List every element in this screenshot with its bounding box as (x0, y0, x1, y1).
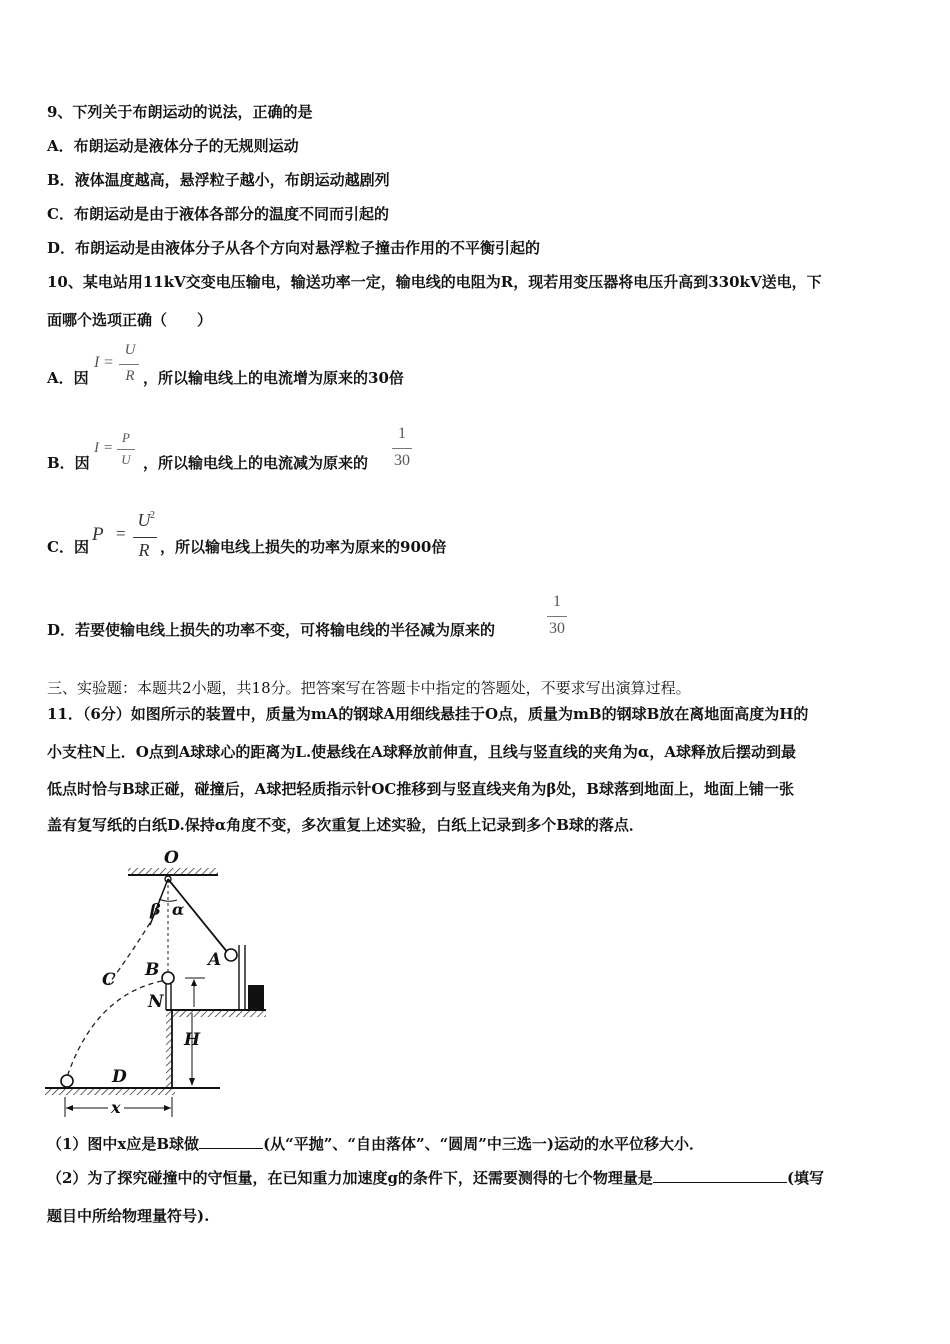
formula-den: R (125, 368, 135, 384)
label-c: C (102, 970, 116, 990)
formula-num: U (124, 342, 136, 358)
x-arrowhead-left (66, 1105, 73, 1111)
h-arrowhead-down (189, 1078, 195, 1086)
formula-lhs: I (94, 354, 100, 371)
formula-sup: 2 (150, 510, 155, 521)
stopper-block (248, 985, 264, 1009)
q10-option-c-prefix: C．因 (47, 538, 89, 556)
q11-sub1-text-a: （1）图中x应是B球做 (47, 1135, 200, 1153)
label-d: D (112, 1067, 127, 1087)
q11-sub2-cont: 题目中所给物理量符号). (47, 1207, 210, 1225)
answer-blank-2[interactable] (653, 1168, 787, 1183)
fraction-den: 30 (549, 620, 565, 637)
fraction-bar (547, 616, 567, 617)
q10-b-formula (92, 430, 142, 478)
label-x: x (111, 1098, 121, 1117)
formula-lhs: P (92, 524, 104, 545)
label-a: A (208, 950, 222, 970)
q9-option-d: D．布朗运动是由液体分子从各个方向对悬浮粒子撞击作用的不平衡引起的 (47, 239, 541, 257)
ball-b (162, 972, 174, 984)
q11-sub2-text-a: （2）为了探究碰撞中的守恒量，在已知重力加速度g的条件下，还需要测得的七个物理量是 (47, 1169, 653, 1187)
label-h: H (184, 1030, 201, 1050)
ball-a (225, 949, 237, 961)
q9-stem: 9、下列关于布朗运动的说法，正确的是 (47, 103, 313, 121)
formula-num: P (122, 430, 130, 445)
ground-hatch (45, 1088, 175, 1095)
q10-stem-line1: 10、某电站用11kV交变电压输电，输送功率一定，输电线的电阻为R，现若用变压器将电压升高到330kV送电，下 (47, 273, 822, 291)
q9-option-b: B．液体温度越高，悬浮粒子越小，布朗运动越剧列 (47, 171, 390, 189)
q10-stem-line2: 面哪个选项正确（ ） (47, 311, 213, 329)
q11-line2: 小支柱N上．O点到A球球心的距离为L.使悬线在A球释放前伸直，且线与竖直线的夹角为α，A球释放后摆动到最 (47, 743, 797, 761)
label-alpha: α (172, 900, 185, 919)
label-n: N (148, 992, 164, 1012)
formula-eq: = (104, 354, 114, 371)
fraction-num: 1 (553, 593, 561, 610)
x-arrowhead-right (164, 1105, 171, 1111)
ceiling-hatch (128, 868, 218, 875)
q10-option-b-prefix: B．因 (47, 454, 90, 472)
q10-d-fraction (545, 593, 573, 641)
formula-num: U (137, 510, 151, 530)
q9-option-c: C．布朗运动是由于液体各部分的温度不同而引起的 (47, 205, 389, 223)
answer-blank-1[interactable] (199, 1134, 263, 1149)
q10-b-fraction (390, 425, 418, 473)
q11-sub1-text-b: (从“平抛”、“自由落体”、“圆周”中三选一)运动的水平位移大小． (263, 1135, 705, 1153)
fraction-bar (133, 537, 157, 538)
fraction-bar (392, 448, 412, 449)
section-3-heading: 三、实验题：本题共2小题，共18分。把答案写在答题卡中指定的答题处，不要求写出演算过程。 (47, 679, 691, 697)
fraction-bar (119, 364, 139, 365)
q10-option-a-suffix: ，所以输电线上的电流增为原来的30倍 (143, 369, 404, 387)
pendulum-collision-figure (40, 845, 280, 1125)
q11-line4: 盖有复写纸的白纸D.保持α角度不变，多次重复上述实验，白纸上记录到多个B球的落点． (47, 816, 644, 834)
fraction-bar (117, 449, 135, 450)
q10-option-d: D．若要使输电线上损失的功率不变，可将输电线的半径减为原来的 (47, 621, 496, 639)
label-beta: β (150, 900, 161, 919)
formula-eq: = (116, 524, 126, 543)
q10-option-b-suffix: ，所以输电线上的电流减为原来的 (143, 454, 369, 472)
fraction-den: 30 (394, 452, 410, 469)
q10-option-a-prefix: A．因 (47, 369, 89, 387)
q11-sub2 (47, 1168, 824, 1188)
fraction-num: 1 (398, 425, 406, 442)
q11-line3: 低点时恰与B球正碰，碰撞后，A球把轻质指示针OC推移到与竖直线夹角为β处，B球落到地面上，地面上铺一张 (47, 780, 794, 798)
q10-option-c-suffix: ，所以输电线上损失的功率为原来的900倍 (160, 538, 447, 556)
table-hatch (166, 1010, 266, 1017)
q9-option-a: A．布朗运动是液体分子的无规则运动 (47, 137, 299, 155)
q10-c-formula (90, 510, 160, 565)
landed-ball (61, 1075, 73, 1087)
label-o: O (164, 848, 179, 868)
formula-lhs: I (94, 440, 99, 456)
h-arrowhead-up (191, 979, 197, 986)
formula-den: R (138, 540, 150, 560)
q11-line1: 11．（6分）如图所示的装置中，质量为mA的钢球A用细线悬挂于O点，质量为mB的钢球B放在离地面高度为H的 (47, 705, 809, 723)
q11-sub2-text-b: (填写 (786, 1169, 825, 1187)
q10-a-formula (92, 344, 142, 394)
label-b: B (145, 960, 160, 980)
formula-den: U (121, 452, 131, 467)
formula-eq: = (104, 440, 113, 456)
q11-sub1 (47, 1134, 704, 1154)
